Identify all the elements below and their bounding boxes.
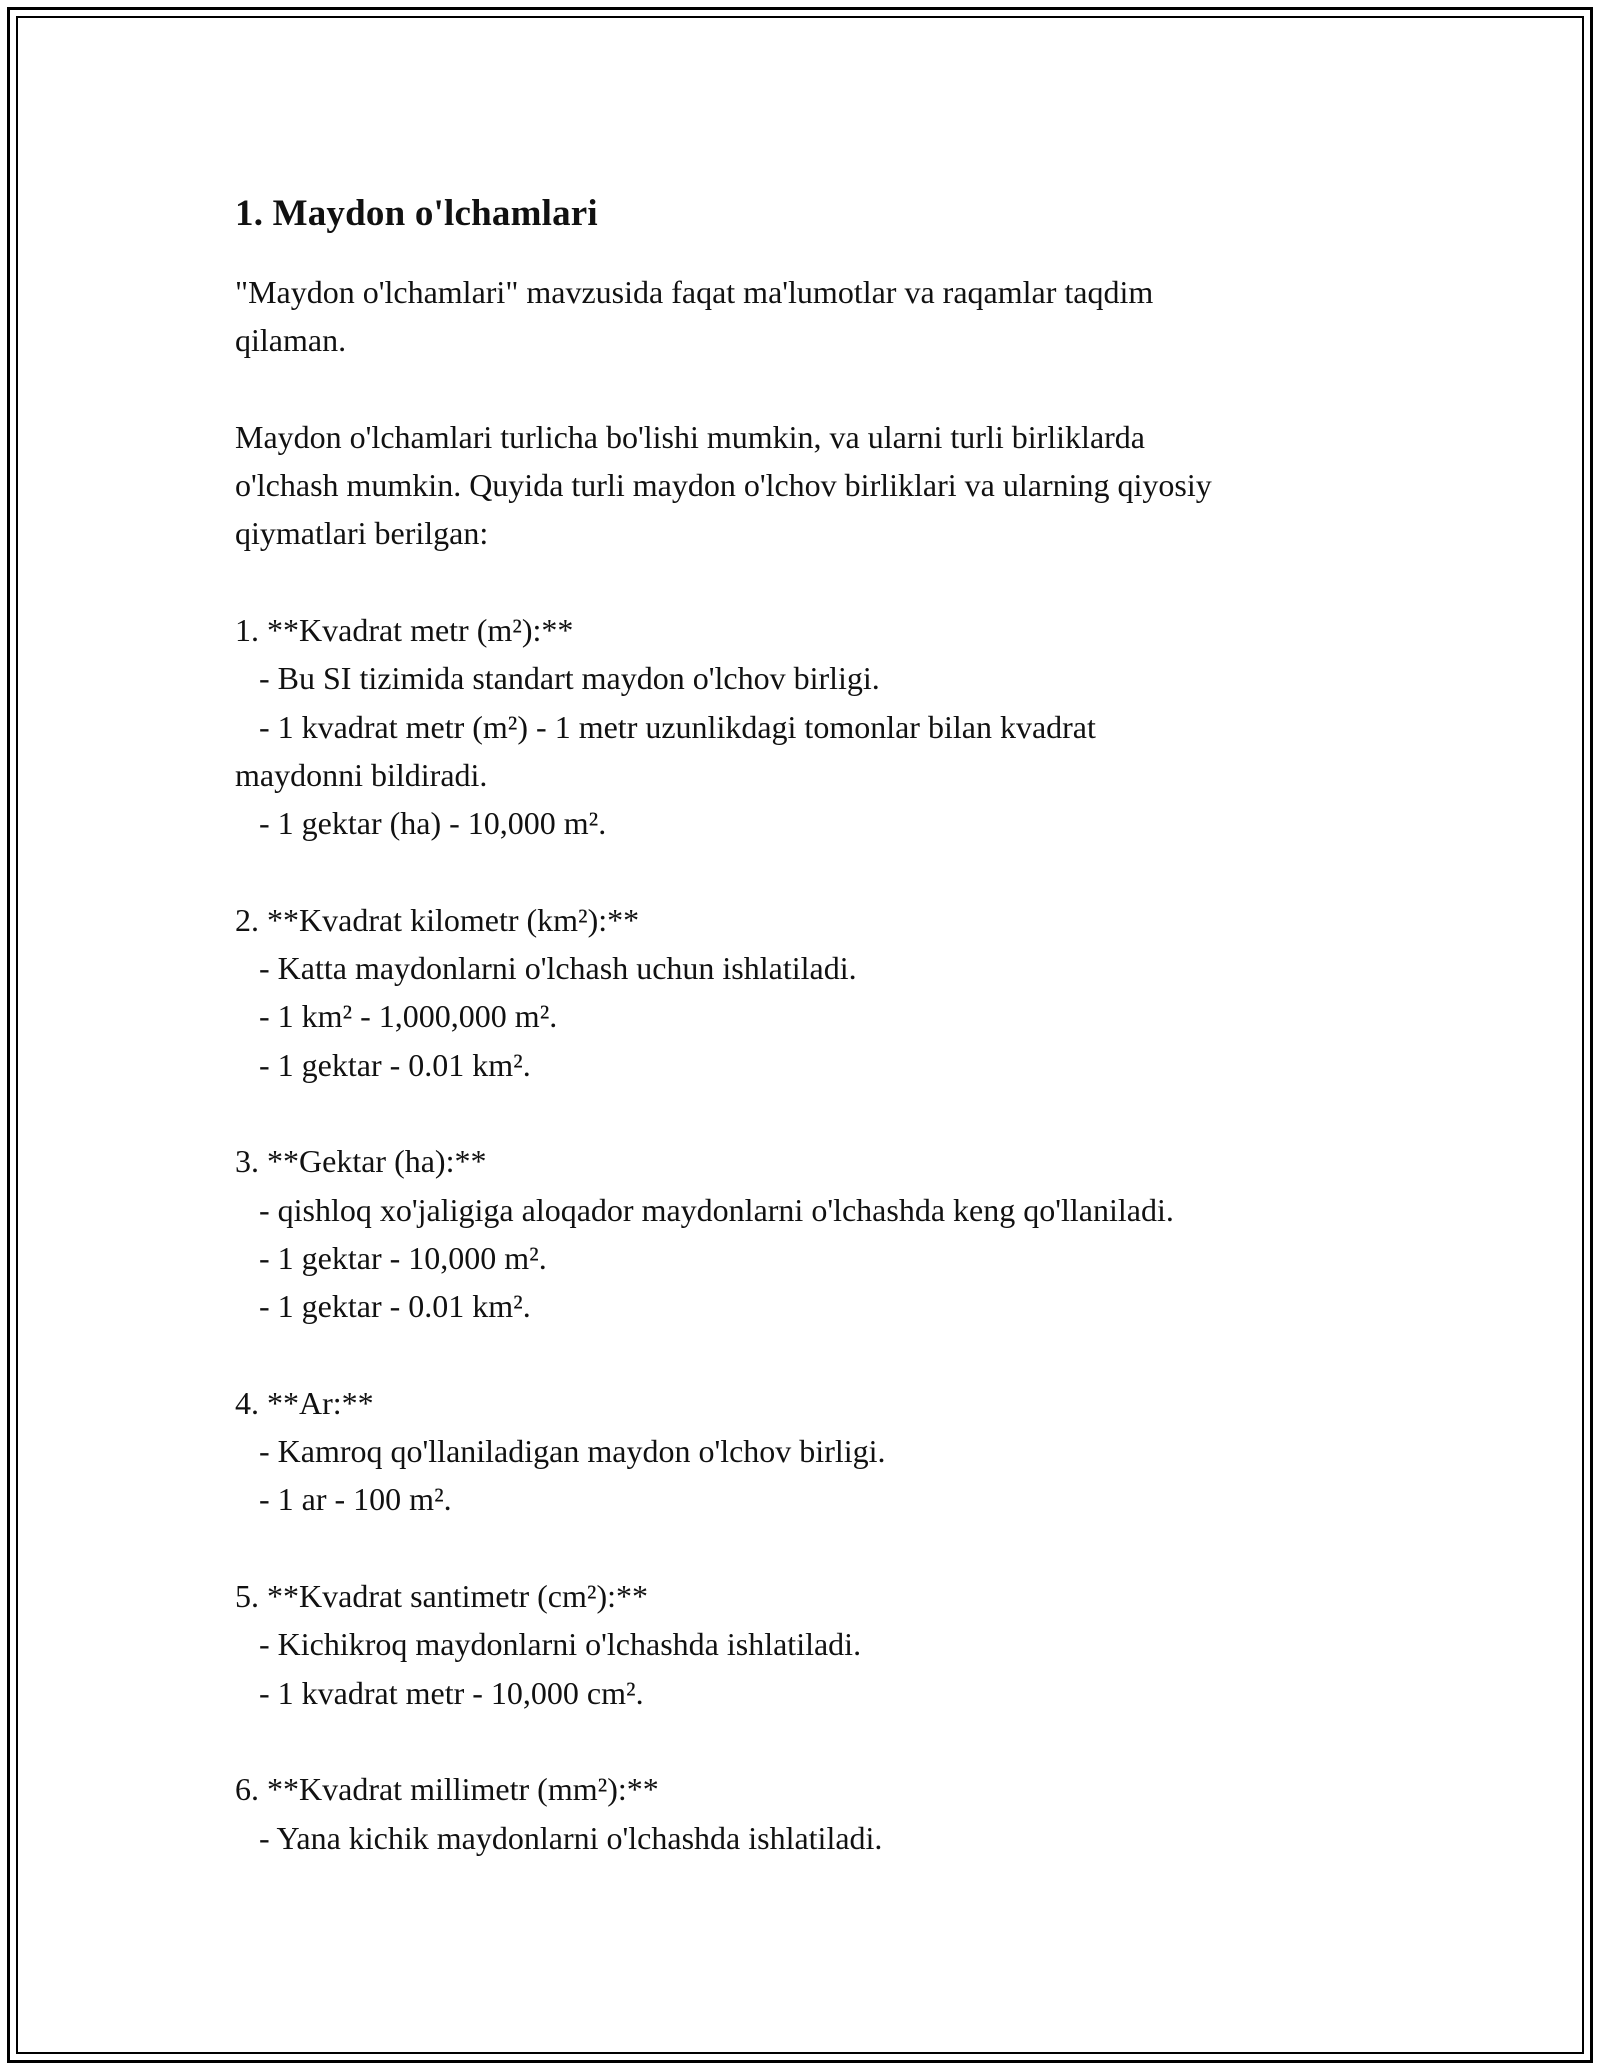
document-body-text: "Maydon o'lchamlari" mavzusida faqat ma'lumotlar va raqamlar taqdim qilaman. Maydon o'lchamlari turlicha bo'lishi mumkin, va ularni turli birliklarda o'lchash mumkin. Quyida turli maydon o'lchov birliklari va ularning qiyosiy qiymatlari berilgan: 1. **Kvadrat metr (m²):** - Bu SI tizimida standart maydon o'lchov birligi. - 1 kvadrat metr (m²) - 1 metr uzunlikdagi tomonlar bilan kvadrat maydonni bildiradi. - 1 gektar (ha) - 10,000 m². 2. **Kvadrat kilometr (km²):** - Katta maydonlarni o'lchash uchun ishlatiladi. - 1 km² - 1,000,000 m². - 1 gektar - 0.01 km². 3. **Gektar (ha):** - qishloq xo'jaligiga aloqador maydonlarni o'lchashda keng qo'llaniladi. - 1 gektar - 10,000 m². - 1 gektar - 0.01 km². 4. **Ar:** - Kamroq qo'llaniladigan maydon o'lchov birligi. - 1 ar - 100 m². 5. **Kvadrat santimetr (cm²):** - Kichikroq maydonlarni o'lchashda ishlatiladi. - 1 kvadrat metr - 10,000 cm². 6. **Kvadrat millimetr (mm²):** - Yana kichik maydonlarni o'lchashda ishlatiladi. — [235, 274, 1212, 1856]
document-content — [235, 186, 1415, 1862]
document-title: 1. Maydon o'lchamlari — [235, 193, 598, 234]
